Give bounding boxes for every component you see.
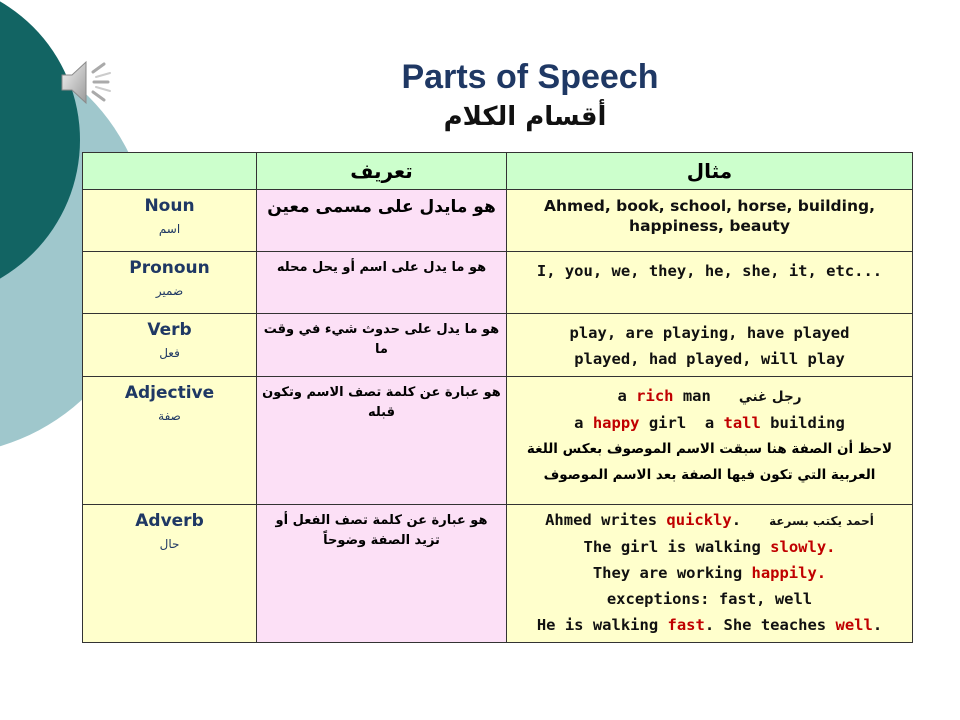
example-cell xyxy=(507,377,913,505)
definition-text: هو ما يدل على حدوث شيء في وقت ما xyxy=(263,322,500,357)
note-line: العربية التي تكون فيها الصفة بعد الاسم الموصوف xyxy=(543,467,876,483)
term-label: Verb xyxy=(147,320,192,340)
text-span: He is walking xyxy=(536,616,668,634)
highlight-word: rich xyxy=(636,387,674,405)
term-arabic: فعل xyxy=(159,346,180,360)
text-span: building xyxy=(760,414,845,432)
definition-text: هو ما يدل على اسم أو يحل محله xyxy=(276,260,487,275)
example-cell xyxy=(507,505,913,643)
highlight-word: happy xyxy=(592,414,640,432)
text-span: a xyxy=(617,387,637,405)
example-cell xyxy=(507,190,913,252)
term-cell xyxy=(83,252,257,314)
term-label: Adverb xyxy=(135,511,204,531)
table-header-row xyxy=(83,153,913,190)
page-title: Parts of Speech xyxy=(401,58,659,96)
term-label: Noun xyxy=(144,196,195,216)
text-span: . xyxy=(872,616,883,634)
definition-cell xyxy=(257,190,507,252)
definition-cell xyxy=(257,505,507,643)
example-cell xyxy=(507,252,913,314)
text-span: Ahmed writes xyxy=(545,511,667,529)
example-line: exceptions: fast, well xyxy=(606,590,813,608)
text-span: They are working xyxy=(592,564,752,582)
term-label: Adjective xyxy=(124,383,215,403)
example-line: played, had played, will play xyxy=(574,350,845,368)
example-line: Ahmed, book, school, horse, building, happiness, beauty xyxy=(544,197,875,235)
text-span: . xyxy=(731,511,742,529)
definition-cell xyxy=(257,377,507,505)
header-term xyxy=(83,153,257,190)
definition-text: هو مايدل على مسمى معين xyxy=(267,197,496,217)
term-arabic: صفة xyxy=(158,409,181,423)
term-arabic: اسم xyxy=(158,222,181,236)
text-span: man xyxy=(673,387,711,405)
text-span: The girl is walking xyxy=(583,538,771,556)
highlight-word: happily. xyxy=(751,564,827,582)
table-row xyxy=(83,505,913,643)
example-cell xyxy=(507,314,913,377)
term-cell xyxy=(83,377,257,505)
table-row xyxy=(83,377,913,505)
definition-text: هو عبارة عن كلمة تصف الفعل أو تزيد الصفة وضوحاً xyxy=(275,513,488,548)
example-line xyxy=(511,534,908,560)
example-line xyxy=(511,410,908,436)
text-span: girl a xyxy=(639,414,724,432)
highlight-word: well xyxy=(835,616,873,634)
example-line xyxy=(511,612,908,638)
example-line xyxy=(511,507,908,534)
example-line: I, you, we, they, he, she, it, etc... xyxy=(536,262,883,280)
example-line xyxy=(511,560,908,586)
table-row xyxy=(83,252,913,314)
term-cell xyxy=(83,190,257,252)
arabic-translation: رجل غني xyxy=(738,389,802,405)
term-arabic: ضمير xyxy=(155,284,184,298)
header-example: مثال xyxy=(507,153,913,190)
definition-cell xyxy=(257,314,507,377)
table-row xyxy=(83,190,913,252)
definition-cell xyxy=(257,252,507,314)
header-definition: تعريف xyxy=(257,153,507,190)
highlight-word: quickly xyxy=(666,511,732,529)
definition-text: هو عبارة عن كلمة تصف الاسم وتكون قبله xyxy=(262,385,501,420)
text-span: a xyxy=(574,414,593,432)
example-line: play, are playing, have played xyxy=(569,324,850,342)
term-cell xyxy=(83,314,257,377)
arabic-translation: أحمد يكتب بسرعة xyxy=(769,514,874,528)
term-arabic: حال xyxy=(159,537,180,551)
example-line xyxy=(511,383,908,410)
page-subtitle: أقسام الكلام xyxy=(443,102,607,132)
highlight-word: fast xyxy=(667,616,705,634)
term-label: Pronoun xyxy=(129,258,210,278)
parts-of-speech-table xyxy=(82,152,913,643)
text-span: . She teaches xyxy=(704,616,836,634)
highlight-word: slowly. xyxy=(770,538,836,556)
term-cell xyxy=(83,505,257,643)
table-row xyxy=(83,314,913,377)
note-line: لاحظ أن الصفة هنا سبقت الاسم الموصوف بعكس اللغة xyxy=(526,441,893,457)
highlight-word: tall xyxy=(723,414,761,432)
